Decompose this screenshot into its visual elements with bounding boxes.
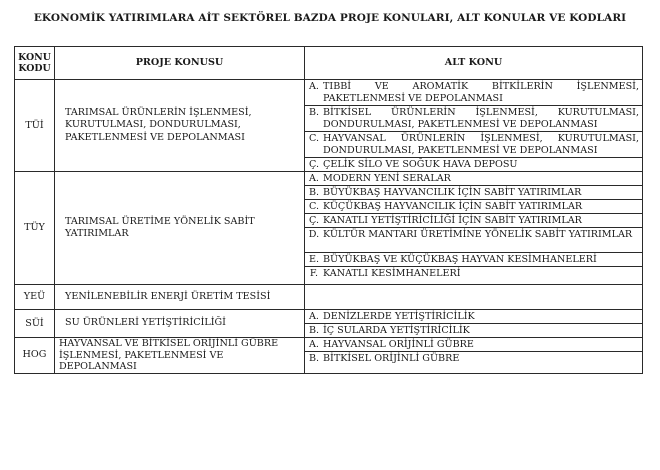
subtopic-list	[305, 310, 642, 337]
subtopic-text: HAYVANSAL ÜRÜNLERİN İŞLENMESİ, KURUTULMASI, DONDURULMASI, PAKETLENMESİ VE DEPOLANMASI	[323, 132, 642, 158]
subtopic-text: ÇELİK SİLO VE SOĞUK HAVA DEPOSU	[323, 158, 642, 172]
subtopic-cell	[305, 172, 643, 285]
subtopic-letter: A.	[309, 173, 319, 184]
subtopic-letter: C.	[305, 200, 323, 214]
subtopic-item	[305, 253, 642, 267]
subtopic-item	[305, 158, 642, 172]
table-header-row	[15, 47, 643, 80]
topic-name: HAYVANSAL VE BİTKİSEL ORİJİNLİ GÜBRE İŞLENMESİ, PAKETLENMESİ VE DEPOLANMASI	[55, 338, 305, 374]
subtopic-letter: D.	[305, 228, 323, 253]
subtopic-item	[305, 132, 642, 158]
topic-code: YEÜ	[15, 285, 55, 310]
table-row	[15, 80, 643, 172]
subtopic-letter: A.	[309, 339, 319, 350]
subtopic-letter: Ç.	[305, 214, 323, 228]
header-subtopic: ALT KONU	[305, 47, 643, 80]
subtopic-spacer	[305, 280, 642, 284]
subtopic-cell	[305, 338, 643, 374]
subtopic-item	[305, 338, 642, 352]
subtopic-text: HAYVANSAL ORİJİNLİ GÜBRE	[323, 339, 474, 350]
subtopic-item	[305, 80, 642, 106]
project-topics-table	[14, 46, 643, 374]
subtopic-item	[305, 352, 642, 366]
subtopic-letter: A.	[309, 311, 319, 322]
topic-code: TÜY	[15, 172, 55, 285]
subtopic-text: BÜYÜKBAŞ HAYVANCILIK İÇİN SABİT YATIRIMLAR	[323, 186, 642, 200]
topic-name: SU ÜRÜNLERİ YETİŞTİRİCİLİĞİ	[55, 310, 305, 338]
subtopic-item	[305, 214, 642, 228]
subtopic-letter: B.	[305, 186, 323, 200]
header-topic: PROJE KONUSU	[55, 47, 305, 80]
subtopic-item	[305, 172, 642, 186]
topic-name: TARIMSAL ÜRETİME YÖNELİK SABİT YATIRIMLAR	[55, 172, 305, 285]
subtopic-list	[305, 172, 642, 284]
subtopic-item	[305, 186, 642, 200]
subtopic-cell	[305, 310, 643, 338]
subtopic-text: KÜÇÜKBAŞ HAYVANCILIK İÇİN SABİT YATIRIMLAR	[323, 200, 642, 214]
subtopic-item	[305, 324, 642, 338]
table-row	[15, 338, 643, 374]
table-row	[15, 172, 643, 285]
subtopic-letter: F.	[305, 267, 323, 281]
subtopic-item	[305, 228, 642, 253]
subtopic-letter: B.	[305, 352, 323, 366]
subtopic-letter: C.	[305, 132, 323, 158]
subtopic-text: MODERN YENİ SERALAR	[323, 173, 451, 184]
topic-code: SÜİ	[15, 310, 55, 338]
subtopic-item	[305, 310, 642, 324]
document-title: EKONOMİK YATIRIMLARA AİT SEKTÖREL BAZDA PROJE KONULARI, ALT KONULAR VE KODLARI	[33, 12, 627, 24]
subtopic-item	[305, 200, 642, 214]
table-row	[15, 310, 643, 338]
subtopic-letter: Ç.	[305, 158, 323, 172]
subtopic-letter: A.	[309, 81, 319, 92]
topic-name: TARIMSAL ÜRÜNLERİN İŞLENMESİ, KURUTULMASI, DONDURULMASI, PAKETLENMESİ VE DEPOLANMASI	[55, 80, 305, 172]
topic-code: TÜİ	[15, 80, 55, 172]
subtopic-letter: B.	[305, 106, 323, 132]
subtopic-cell	[305, 80, 643, 172]
subtopic-text: BİTKİSEL ÜRÜNLERİN İŞLENMESİ, KURUTULMASI, DONDURULMASI, PAKETLENMESİ VE DEPOLANMASI	[323, 106, 642, 132]
subtopic-list	[305, 80, 642, 171]
header-code: KONU KODU	[15, 47, 55, 80]
subtopic-letter: E.	[305, 253, 323, 267]
topic-code: HOG	[15, 338, 55, 374]
subtopic-text: TIBBİ VE AROMATİK BİTKİLERİN İŞLENMESİ, PAKETLENMESİ VE DEPOLANMASI	[323, 81, 639, 104]
topic-name: YENİLENEBİLİR ENERJİ ÜRETİM TESİSİ	[55, 285, 305, 310]
subtopic-text: KANATLI YETİŞTİRİCİLİĞİ İÇİN SABİT YATIRIMLAR	[323, 214, 642, 228]
subtopic-cell	[305, 285, 643, 310]
subtopic-text: DENİZLERDE YETİŞTİRİCİLİK	[323, 311, 475, 322]
subtopic-text: KANATLI KESİMHANELERİ	[323, 267, 642, 281]
subtopic-item	[305, 106, 642, 132]
subtopic-item	[305, 267, 642, 281]
subtopic-letter: B.	[305, 324, 323, 338]
subtopic-list	[305, 338, 642, 365]
table-row	[15, 285, 643, 310]
subtopic-text: BİTKİSEL ORİJİNLİ GÜBRE	[323, 352, 642, 366]
subtopic-text: İÇ SULARDA YETİŞTİRİCİLİK	[323, 324, 642, 338]
subtopic-text: BÜYÜKBAŞ VE KÜÇÜKBAŞ HAYVAN KESİMHANELERİ	[323, 253, 642, 267]
subtopic-text: KÜLTÜR MANTARI ÜRETİMİNE YÖNELİK SABİT YATIRIMLAR	[323, 228, 642, 253]
